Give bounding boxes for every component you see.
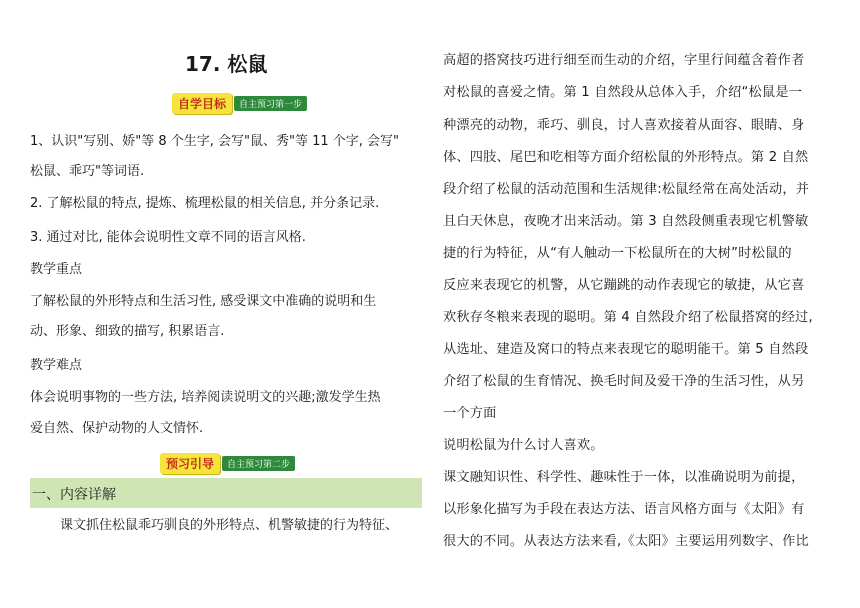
difficulty-heading: 教学难点 <box>30 358 83 373</box>
paragraph-line: 课文融知识性、科学性、趣味性于一体，以准确说明为前提， <box>443 470 805 485</box>
self-study-goal-banner <box>172 92 307 114</box>
key-points-heading: 教学重点 <box>30 262 83 277</box>
banner-subtitle: 自主预习第一步 <box>234 96 307 111</box>
paragraph-line: 说明松鼠为什么讨人喜欢。 <box>443 438 604 453</box>
paragraph-line: 段介绍了松鼠的活动范围和生活规律:松鼠经常在高处活动，并 <box>443 182 810 197</box>
difficulty-line: 体会说明事物的一些方法, 培养阅读说明文的兴趣;激发学生热 <box>30 390 381 405</box>
paragraph-line: 很大的不同。从表达方法来看,《太阳》主要运用列数字、作比 <box>443 534 809 549</box>
paragraph-line: 对松鼠的喜爱之情。第 1 自然段从总体入手，介绍“松鼠是一 <box>443 85 803 100</box>
banner-subtitle: 自主预习第二步 <box>222 456 295 471</box>
goal-line: 松鼠、乖巧"等词语. <box>30 164 145 179</box>
banner-tag: 预习引导 <box>160 453 220 474</box>
paragraph-line: 反应来表现它的机警，从它蹦跳的动作表现它的敏捷，从它喜 <box>443 278 805 293</box>
paragraph-line: 从选址、建造及窝口的特点来表现它的聪明能干。第 5 自然段 <box>443 342 809 357</box>
paragraph-line: 高超的搭窝技巧进行细至而生动的介绍，字里行间蕴含着作者 <box>443 53 805 68</box>
preview-guide-banner <box>160 452 295 474</box>
paragraph-line: 介绍了松鼠的生育情况、换毛时间及爱干净的生活习性，从另 <box>443 374 805 389</box>
paragraph-line: 一个方面 <box>443 406 497 421</box>
paragraph-line: 种漂亮的动物，乖巧、驯良，讨人喜欢接着从面容、眼睛、身 <box>443 118 805 133</box>
paragraph-line: 欢秋存冬粮来表现的聪明。第 4 自然段介绍了松鼠搭窝的经过, <box>443 310 813 325</box>
key-points-line: 动、形象、细致的描写, 积累语言. <box>30 324 225 339</box>
paragraph-line: 体、四肢、尾巴和吃相等方面介绍松鼠的外形特点。第 2 自然 <box>443 150 809 165</box>
paragraph-line: 捷的行为特征，从“有人触动一下松鼠所在的大树”时松鼠的 <box>443 246 792 261</box>
banner-tag: 自学目标 <box>172 93 232 114</box>
goal-line: 2. 了解松鼠的特点, 提炼、梳理松鼠的相关信息, 并分条记录. <box>30 196 380 211</box>
paragraph-line: 且白天休息，夜晚才出来活动。第 3 自然段侧重表现它机警敏 <box>443 214 809 229</box>
goal-line: 1、认识"写别、娇"等 8 个生字, 会写"鼠、秀"等 11 个字, 会写" <box>30 134 400 149</box>
paragraph-line: 以形象化描写为手段在表达方法、语言风格方面与《太阳》有 <box>443 502 805 517</box>
paragraph-line: 课文抓住松鼠乖巧驯良的外形特点、机警敏捷的行为特征、 <box>60 518 399 533</box>
section-heading: 一、内容详解 <box>32 487 116 503</box>
goal-line: 3. 通过对比, 能体会说明性文章不同的语言风格. <box>30 230 306 245</box>
key-points-line: 了解松鼠的外形特点和生活习性, 感受课文中准确的说明和生 <box>30 294 377 309</box>
difficulty-line: 爱自然、保护动物的人文情怀. <box>30 421 204 436</box>
section-heading-bar <box>30 478 422 508</box>
page-title: 17. 松鼠 <box>185 52 268 76</box>
